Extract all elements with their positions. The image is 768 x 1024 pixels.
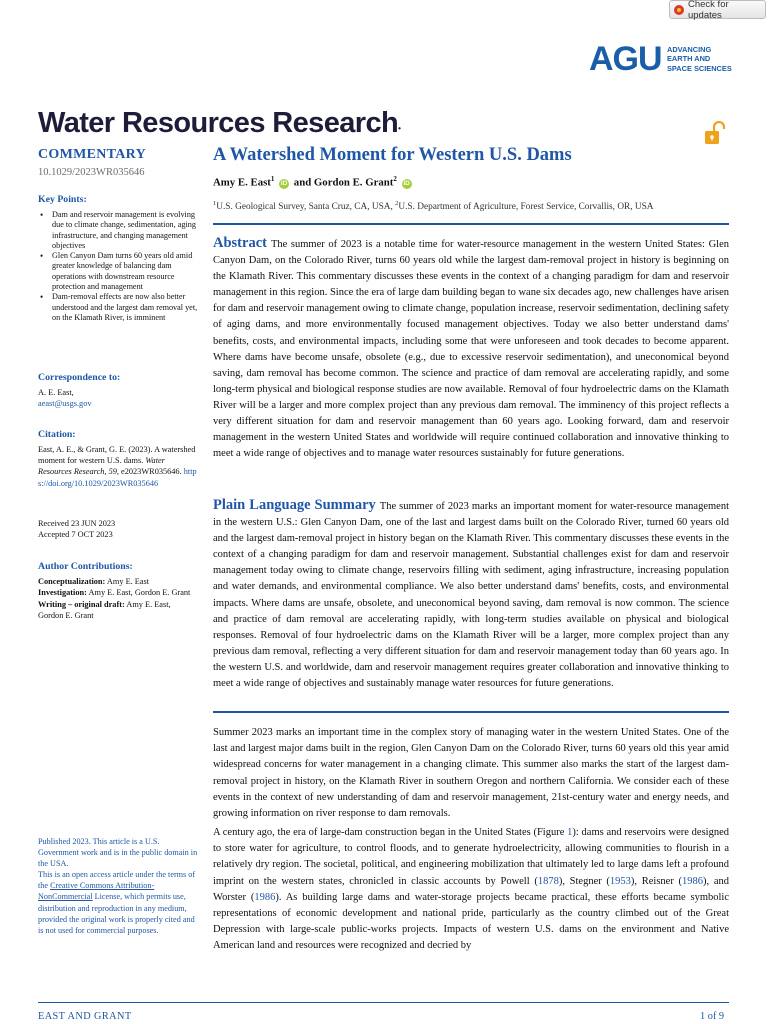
reference-link[interactable]: 1878 bbox=[537, 875, 559, 887]
section-divider bbox=[213, 223, 729, 225]
abstract-section bbox=[213, 235, 729, 462]
reference-link[interactable]: 1953 bbox=[609, 875, 631, 887]
section-divider bbox=[213, 711, 729, 713]
orcid-icon[interactable]: iD bbox=[280, 179, 288, 187]
journal-title-text: Water Resources Research bbox=[38, 107, 399, 139]
paragraph-text: ), Stegner ( bbox=[558, 875, 610, 887]
plain-language-summary-text: The summer of 2023 marks an important moment for water-resource management in the western U.S.: Glen Canyon Dam, one of the last and largest dams built on the Colorado River, turned 60 years old and the largest dam-removal project in history began on the Klamath River. This commentary discusses these events in the context of a changing paradigm for dam and reservoir management. Substantial challenges exist for dam and reservoir management today owing to climate change, reservoirs filling with sediment, aging infrastructure, increasing population and water demands, and environmental compliance. We also better understand dams' benefits, costs, and environmental impacts. Where dams are unsafe, obsolete, and uneconomical beyond saving, dam removal is now common. The science and practice of dam removal are accelerating rapidly, with long-term studies available on physical and biological responses. Removal of four hydroelectric dams on the Klamath River will be a larger, more complex project than any previous dam removal, reflecting a very different situation for dam and reservoir management today than 60 years ago. In the western U.S. and worldwide, dam and reservoir management requires greater collaboration and innovative thinking to meet a wide range of objectives and sustainably manage water resources for future generations. bbox=[213, 501, 729, 690]
citation-id: e2023WR035646. bbox=[121, 467, 182, 477]
agu-logo: AGU bbox=[589, 40, 662, 78]
license-text-rest: License, which permits use, distribution and reproduction in any medium, provided the original work is properly cited and is not used for commercial purposes. bbox=[38, 892, 195, 935]
correspondence-name: A. E. East, bbox=[38, 388, 74, 397]
citation-block bbox=[38, 444, 198, 489]
abstract-heading: Abstract bbox=[213, 235, 267, 251]
article-type: COMMENTARY bbox=[38, 147, 147, 162]
citation-doi-link[interactable]: https://doi.org/10.1029/2023WR035646 bbox=[38, 467, 197, 488]
page-number: 1 of 9 bbox=[700, 1011, 725, 1022]
key-points-list bbox=[38, 210, 206, 323]
plain-language-summary-section bbox=[213, 497, 729, 692]
footer-authors: EAST AND GRANT bbox=[38, 1011, 132, 1022]
correspondence-heading: Correspondence to: bbox=[38, 372, 121, 383]
reference-link[interactable]: 1986 bbox=[682, 875, 703, 887]
author-contributions-block bbox=[38, 576, 198, 621]
paragraph-text: ). As building large dams and water-storage projects became practical, these efforts became symbolic representations of economic development and national pride, particularly as the country climbed out of the Great Depression with large-scale public-works projects. Impacts of western U.S. dams on the environment and Native American land and resources were recognized and decried by bbox=[213, 891, 729, 952]
paragraph-text: ): dams and reservoirs were designed to store water for agriculture, to control floods, and to generate hydroelectricity, allowing communities to flourish in a relatively dry region. The societal, political, and engineering mobilization that ultimately led to large dams left a profound imprint on the western states, chronicled in classic accounts by Powell ( bbox=[213, 827, 730, 887]
paragraph-text: A century ago, the era of large-dam construction began in the United States (Figure bbox=[213, 827, 565, 838]
check-for-updates-label: Check for updates bbox=[687, 0, 729, 21]
license-text: This is an open access article under the terms of the bbox=[38, 870, 196, 891]
citation-heading: Citation: bbox=[38, 429, 76, 440]
author-name: Amy E. East bbox=[213, 176, 271, 189]
reference-link[interactable]: 1986 bbox=[254, 891, 276, 903]
author-contributions-heading: Author Contributions: bbox=[38, 561, 133, 572]
article-title: A Watershed Moment for Western U.S. Dams bbox=[213, 145, 572, 165]
paragraph-text: ), Reisner ( bbox=[630, 875, 682, 887]
license-note bbox=[38, 869, 198, 936]
figure-link[interactable]: 1 bbox=[567, 827, 573, 838]
correspondence-email-link[interactable]: aeast@usgs.gov bbox=[38, 399, 92, 409]
footer-divider bbox=[38, 1002, 729, 1003]
key-point: • Dam and reservoir management is evolving due to climate change, sedimentation, aging infrastructure, and changing management objectives bbox=[38, 210, 206, 251]
contribution-item bbox=[38, 576, 198, 587]
public-domain-note: Published 2023. This article is a U.S. Government work and is in the public domain in the USA. bbox=[38, 837, 198, 869]
key-point: • Dam-removal effects are now also better understood and the largest dam removal yet, on the Klamath River, is imminent bbox=[38, 292, 206, 323]
agu-tagline bbox=[667, 45, 732, 73]
journal-title bbox=[38, 103, 400, 143]
author-line bbox=[213, 175, 414, 189]
affiliation: U.S. Department of Agriculture, Forest Service, Corvallis, OR, USA bbox=[398, 202, 654, 213]
author-affil-sup: 2 bbox=[393, 175, 397, 183]
received-date: Received 23 JUN 2023 bbox=[38, 519, 116, 528]
contribution-names: Amy E. East, Gordon E. Grant bbox=[38, 599, 171, 620]
contribution-item bbox=[38, 599, 198, 622]
agu-tagline-line: SPACE SCIENCES bbox=[667, 63, 732, 73]
contribution-role: Investigation: bbox=[38, 588, 87, 598]
orcid-icon[interactable]: iD bbox=[403, 179, 410, 187]
citation-text: East, A. E., & Grant, G. E. (2023). A watershed moment for western U.S. dams. bbox=[38, 445, 196, 466]
contribution-names: Amy E. East bbox=[106, 577, 150, 586]
open-access-lock-icon bbox=[704, 121, 726, 145]
contribution-item bbox=[38, 587, 198, 598]
author-affil-sup: 1 bbox=[270, 175, 275, 183]
license-link[interactable]: Creative Commons Attribution-NonCommercial bbox=[38, 881, 155, 902]
affiliation-sup: 2 bbox=[395, 200, 399, 207]
check-for-updates-button[interactable] bbox=[669, 0, 766, 19]
paragraph-text: ), and Worster ( bbox=[213, 875, 729, 903]
citation-journal: Water Resources Research, bbox=[38, 456, 165, 477]
affiliation-sup: 1 bbox=[213, 200, 217, 207]
affiliation: U.S. Geological Survey, Santa Cruz, CA, USA, bbox=[216, 202, 393, 213]
author-name: and Gordon E. Grant bbox=[293, 176, 394, 189]
contribution-role: Writing – original draft: bbox=[38, 599, 125, 609]
accepted-date: Accepted 7 OCT 2023 bbox=[38, 530, 113, 540]
key-point: • Glen Canyon Dam turns 60 years old amid greater knowledge of balancing dam operations with downstream resource protection and management bbox=[38, 251, 206, 292]
abstract-text: The summer of 2023 is a notable time for water-resource management in the western United States: Glen Canyon Dam, on the Colorado River, turns 60 years old while the largest dam-removal project in history is beginning on the Klamath River. This commentary discusses these events in the context of a changing paradigm for dam and reservoir management in this region. Since the era of large dam building began to wane six decades ago, new challenges have arisen for dam and reservoir management owing to climate change, population increase, reservoir sedimentation, declining safety of aging dams, and more environmentally focused management objectives. Today we also better understand dams' benefits, costs, and environmental impacts, including some that were unforeseen and took decades to become apparent. Where dams have become unsafe, obsolete (e.g., due to excessive reservoir sedimentation), and uneconomical beyond saving, dam removal has become common. The science and practice of dam removal are accelerating rapidly, and some long-term physical and biological response studies are now available. Removal of four hydroelectric dams on the Klamath River will be a larger and more complex project than any previous dam removal. The imminency of this project reflects a very different situation for dam and reservoir management than 60 years ago. Looking forward, dam and reservoir management in the western United States and worldwide will require continued collaboration and innovative thinking to meet a wide range of objectives and to manage water resources sustainably for future generations. bbox=[213, 239, 729, 460]
dates-block bbox=[38, 518, 115, 541]
contribution-names: Amy E. East, Gordon E. Grant bbox=[88, 588, 191, 598]
citation-volume: 59, bbox=[108, 467, 119, 477]
correspondence-block bbox=[38, 387, 92, 410]
agu-tagline-line: EARTH AND bbox=[667, 54, 711, 64]
body-paragraph: Summer 2023 marks an important time in the complex story of managing water in the western United States. One of the last and largest major dams built in the region, Glen Canyon Dam on the Colorado River, turns 60 years old this year amid widespread concerns for water management in a changing climate. This summer also marks the start of the largest dam-removal project in history, on the Klamath River in southern Oregon and northern California. We consider each of these events in the context of new understanding of dam and reservoir management, 21st-century water and energy needs, and growing information on river response to dam removals. bbox=[213, 727, 729, 820]
affiliations bbox=[213, 200, 654, 212]
crossmark-icon bbox=[674, 5, 684, 15]
plain-language-summary-heading: Plain Language Summary bbox=[213, 497, 376, 513]
key-points-heading: Key Points: bbox=[38, 194, 87, 205]
agu-tagline-line: ADVANCING bbox=[667, 45, 712, 54]
body-paragraph bbox=[213, 825, 729, 955]
journal-title-mark: • bbox=[398, 124, 401, 133]
contribution-role: Conceptualization: bbox=[38, 577, 106, 586]
publication-license-note bbox=[38, 836, 198, 936]
article-doi: 10.1029/2023WR035646 bbox=[38, 167, 145, 178]
